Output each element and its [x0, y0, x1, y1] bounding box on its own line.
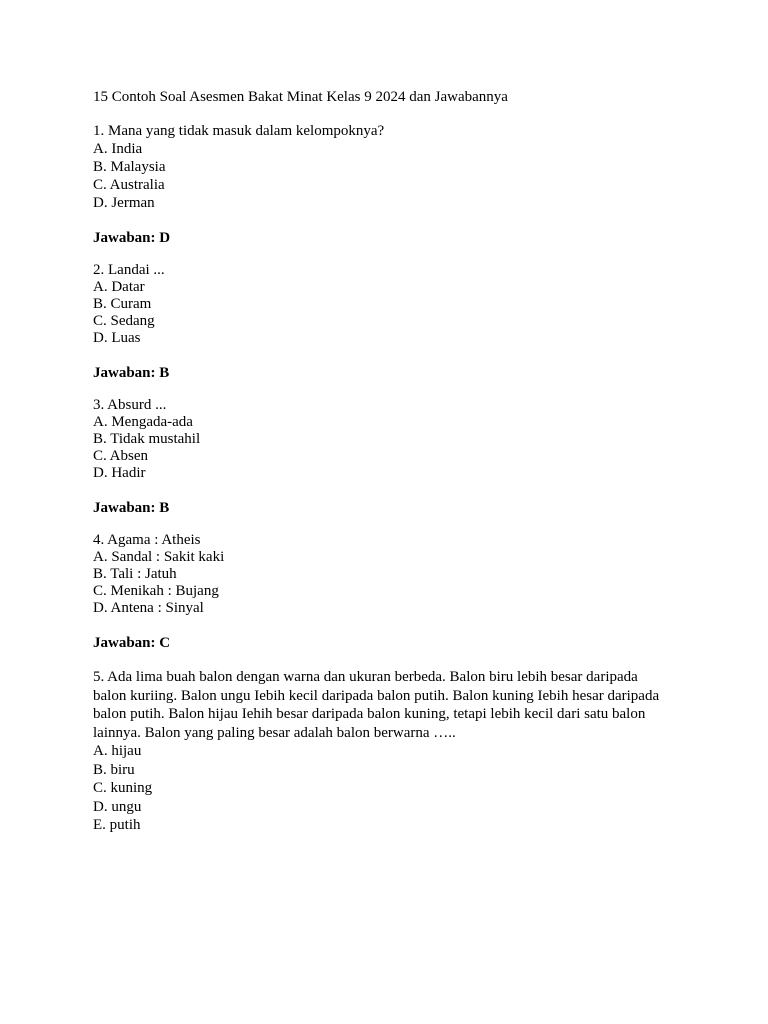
- question-stem: 5. Ada lima buah balon dengan warna dan ukuran berbeda. Balon biru lebih besar daripada balon kuriing. Balon ungu Iebih kecil daripada balon putih. Balon kuning Iebih hesar daripada balon putih. Balon hijau Iehih besar daripada balon kuning, tetapi lebih kecil dari satu balon lainnya. Balon yang paling besar adalah balon berwarna …..: [93, 669, 660, 741]
- question-4: [93, 532, 673, 652]
- option-b: B. Malaysia: [93, 159, 166, 175]
- option-c: C. Absen: [93, 448, 149, 464]
- option-b: B. Tidak mustahil: [93, 431, 201, 447]
- option-c: C. Menikah : Bujang: [93, 583, 219, 599]
- question-stem: 2. Landai ...: [93, 262, 165, 278]
- option-c: C. Sedang: [93, 313, 155, 329]
- option-e: E. putih: [93, 817, 141, 833]
- question-1: [93, 122, 673, 247]
- option-d: D. Luas: [93, 330, 141, 346]
- option-a: A. Mengada-ada: [93, 414, 193, 430]
- question-3: [93, 397, 673, 517]
- option-b: B. Curam: [93, 296, 152, 312]
- answer-label: Jawaban: B: [93, 500, 170, 516]
- question-stem: 1. Mana yang tidak masuk dalam kelompoknya?: [93, 123, 385, 139]
- option-a: A. Datar: [93, 279, 145, 295]
- answer-label: Jawaban: D: [93, 230, 171, 246]
- answer-label: Jawaban: B: [93, 365, 170, 381]
- option-b: B. biru: [93, 761, 135, 778]
- answer-label: Jawaban: C: [93, 635, 171, 651]
- question-5: [93, 668, 673, 835]
- question-2: [93, 262, 673, 382]
- option-a: A. hijau: [93, 743, 142, 759]
- option-c: C. kuning: [93, 780, 153, 796]
- document-title: 15 Contoh Soal Asesmen Bakat Minat Kelas 9 2024 dan Jawabannya: [93, 89, 508, 105]
- option-b: B. Tali : Jatuh: [93, 566, 177, 582]
- option-d: D. Jerman: [93, 195, 155, 211]
- question-stem: 4. Agama : Atheis: [93, 532, 201, 548]
- option-a: A. India: [93, 141, 143, 157]
- question-stem: 3. Absurd ...: [93, 397, 167, 413]
- option-d: D. Hadir: [93, 465, 146, 481]
- document-page: [93, 88, 673, 835]
- option-d: D. ungu: [93, 798, 142, 815]
- option-c: C. Australia: [93, 177, 165, 193]
- option-a: A. Sandal : Sakit kaki: [93, 549, 225, 565]
- option-d: D. Antena : Sinyal: [93, 600, 204, 616]
